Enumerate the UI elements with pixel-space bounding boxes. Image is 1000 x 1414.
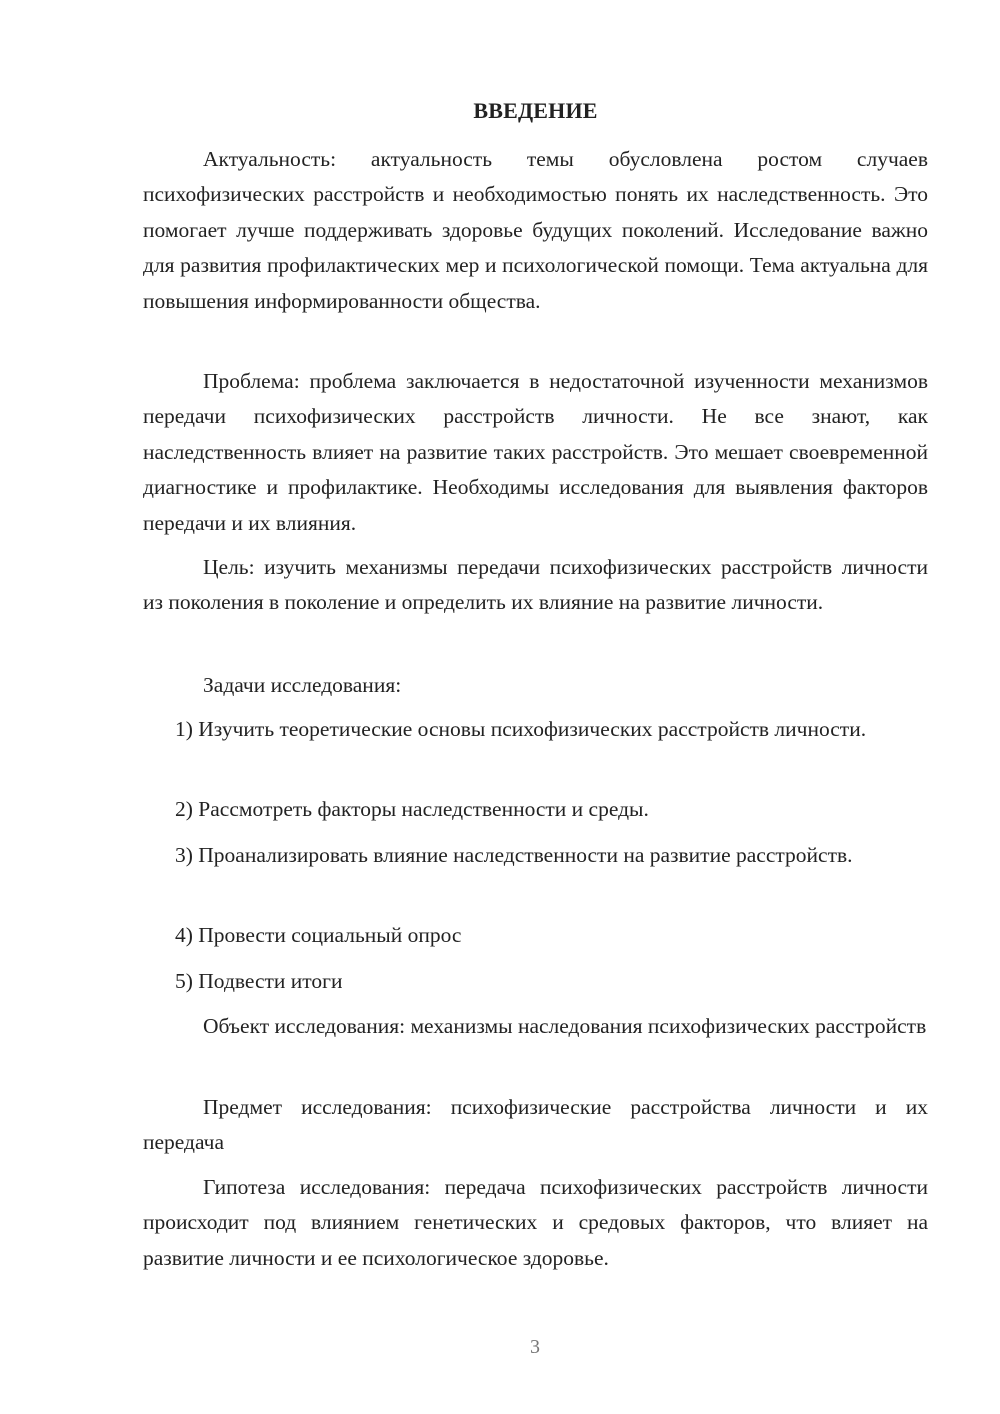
task-item-2: 2) Рассмотреть факторы наследственности и среды. [175,797,649,821]
goal-paragraph: Цель: изучить механизмы передачи психофизических расстройств личности из поколения в поколение и определить их влияние на развитие личности. [143,555,928,615]
page-number: 3 [530,1336,540,1358]
task-item-5: 5) Подвести итоги [175,969,343,993]
relevance-paragraph: Актуальность: актуальность темы обусловлена ростом случаев психофизических расстройств и необходимостью понять их наследственность. Это помогает лучше поддерживать здоровье будущих поколений. Исследование важно для развития профилактических мер и психологической помощи. Тема актуальна для повышения информированности общества. [143,147,928,313]
subject-paragraph: Предмет исследования: психофизические расстройства личности и их передача [143,1095,928,1155]
task-item-4: 4) Провести социальный опрос [175,923,462,947]
section-heading: ВВЕДЕНИЕ [473,98,598,123]
object-paragraph: Объект исследования: механизмы наследования психофизических расстройств [203,1014,927,1038]
hypothesis-paragraph: Гипотеза исследования: передача психофизических расстройств личности происходит под влиянием генетических и средовых факторов, что влияет на развитие личности и ее психологическое здоровье. [143,1175,928,1270]
problem-paragraph: Проблема: проблема заключается в недостаточной изученности механизмов передачи психофизических расстройств личности. Не все знают, как наследственность влияет на развитие таких расстройств. Это мешает своевременной диагностике и профилактике. Необходимы исследования для выявления факторов передачи и их влияния. [143,369,928,535]
task-item-3: 3) Проанализировать влияние наследственности на развитие расстройств. [175,843,853,867]
task-item-1: 1) Изучить теоретические основы психофизических расстройств личности. [175,717,867,741]
tasks-heading: Задачи исследования: [203,673,402,697]
